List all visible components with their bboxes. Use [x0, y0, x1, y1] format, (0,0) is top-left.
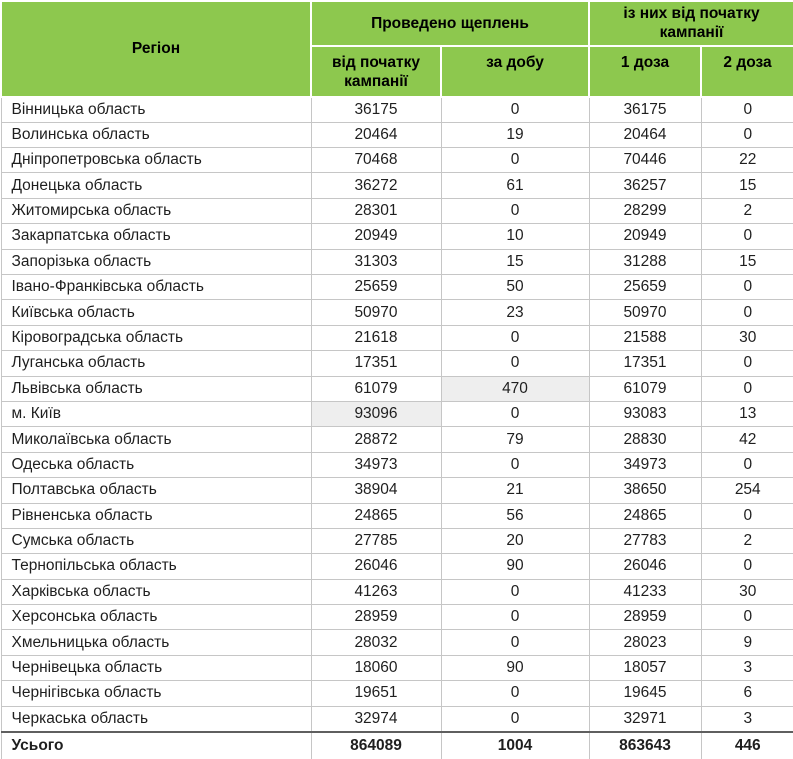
campaign-total-cell: 28032 — [311, 630, 441, 655]
table-row — [1, 528, 793, 553]
dose1-cell: 61079 — [589, 376, 701, 401]
header-col-dose2: 2 доза — [701, 46, 793, 97]
dose1-cell: 36175 — [589, 97, 701, 122]
region-cell: Луганська область — [1, 351, 311, 376]
dose1-cell: 27783 — [589, 528, 701, 553]
per-day-cell: 56 — [441, 503, 589, 528]
table-row — [1, 706, 793, 731]
table-row — [1, 97, 793, 122]
per-day-cell: 79 — [441, 427, 589, 452]
region-cell: Одеська область — [1, 452, 311, 477]
table-row — [1, 503, 793, 528]
campaign-total-cell: 28872 — [311, 427, 441, 452]
dose1-cell: 25659 — [589, 274, 701, 299]
campaign-total-cell: 24865 — [311, 503, 441, 528]
dose1-cell: 31288 — [589, 249, 701, 274]
campaign-total-cell: 36272 — [311, 173, 441, 198]
per-day-cell: 0 — [441, 681, 589, 706]
dose2-cell: 0 — [701, 274, 793, 299]
dose2-cell: 254 — [701, 478, 793, 503]
per-day-cell: 0 — [441, 325, 589, 350]
dose2-cell: 0 — [701, 122, 793, 147]
per-day-cell: 23 — [441, 300, 589, 325]
region-cell: Закарпатська область — [1, 224, 311, 249]
region-cell: Черкаська область — [1, 706, 311, 731]
dose1-cell: 32971 — [589, 706, 701, 731]
dose2-cell: 0 — [701, 376, 793, 401]
dose2-cell: 15 — [701, 249, 793, 274]
region-cell: Рівненська область — [1, 503, 311, 528]
table-row — [1, 148, 793, 173]
campaign-total-cell: 28959 — [311, 605, 441, 630]
campaign-total-cell: 50970 — [311, 300, 441, 325]
dose1-cell: 26046 — [589, 554, 701, 579]
table-body — [1, 97, 793, 732]
dose2-cell: 0 — [701, 224, 793, 249]
header-group-vaccinations: Проведено щеплень — [311, 1, 589, 46]
header-group-from-start: із них від початку кампанії — [589, 1, 793, 46]
campaign-total-cell: 31303 — [311, 249, 441, 274]
per-day-cell: 20 — [441, 528, 589, 553]
campaign-total-cell: 41263 — [311, 579, 441, 604]
per-day-cell: 10 — [441, 224, 589, 249]
region-cell: Вінницька область — [1, 97, 311, 122]
totals-dose2: 446 — [701, 732, 793, 759]
per-day-cell: 15 — [441, 249, 589, 274]
region-cell: Хмельницька область — [1, 630, 311, 655]
region-cell: Чернігівська область — [1, 681, 311, 706]
per-day-cell: 90 — [441, 554, 589, 579]
dose2-cell: 0 — [701, 605, 793, 630]
dose2-cell: 22 — [701, 148, 793, 173]
campaign-total-cell: 38904 — [311, 478, 441, 503]
dose1-cell: 28023 — [589, 630, 701, 655]
totals-campaign-total: 864089 — [311, 732, 441, 759]
header-region: Регіон — [1, 1, 311, 97]
campaign-total-cell: 25659 — [311, 274, 441, 299]
table-footer — [1, 732, 793, 759]
dose1-cell: 38650 — [589, 478, 701, 503]
table-row — [1, 605, 793, 630]
dose1-cell: 24865 — [589, 503, 701, 528]
per-day-cell: 0 — [441, 706, 589, 731]
dose1-cell: 34973 — [589, 452, 701, 477]
region-cell: Чернівецька область — [1, 655, 311, 680]
dose2-cell: 3 — [701, 706, 793, 731]
per-day-cell: 61 — [441, 173, 589, 198]
dose2-cell: 30 — [701, 325, 793, 350]
per-day-cell: 470 — [441, 376, 589, 401]
campaign-total-cell: 21618 — [311, 325, 441, 350]
dose1-cell: 19645 — [589, 681, 701, 706]
campaign-total-cell: 19651 — [311, 681, 441, 706]
table-row — [1, 249, 793, 274]
table-row — [1, 224, 793, 249]
table-row — [1, 173, 793, 198]
region-cell: Тернопільська область — [1, 554, 311, 579]
table-row — [1, 274, 793, 299]
table-row — [1, 478, 793, 503]
table-row — [1, 300, 793, 325]
region-cell: м. Київ — [1, 401, 311, 426]
dose2-cell: 0 — [701, 452, 793, 477]
dose1-cell: 18057 — [589, 655, 701, 680]
dose2-cell: 9 — [701, 630, 793, 655]
region-cell: Херсонська область — [1, 605, 311, 630]
per-day-cell: 21 — [441, 478, 589, 503]
dose1-cell: 41233 — [589, 579, 701, 604]
header-col-per-day: за добу — [441, 46, 589, 97]
dose2-cell: 0 — [701, 351, 793, 376]
table-header — [1, 1, 793, 97]
dose1-cell: 28299 — [589, 198, 701, 223]
region-cell: Миколаївська область — [1, 427, 311, 452]
region-cell: Запорізька область — [1, 249, 311, 274]
table-row — [1, 122, 793, 147]
dose2-cell: 42 — [701, 427, 793, 452]
table-row — [1, 401, 793, 426]
header-col-dose1: 1 доза — [589, 46, 701, 97]
campaign-total-cell: 20949 — [311, 224, 441, 249]
table-row — [1, 681, 793, 706]
per-day-cell: 50 — [441, 274, 589, 299]
per-day-cell: 0 — [441, 97, 589, 122]
dose2-cell: 15 — [701, 173, 793, 198]
dose1-cell: 28959 — [589, 605, 701, 630]
dose1-cell: 70446 — [589, 148, 701, 173]
per-day-cell: 0 — [441, 401, 589, 426]
campaign-total-cell: 28301 — [311, 198, 441, 223]
per-day-cell: 0 — [441, 148, 589, 173]
table-row — [1, 376, 793, 401]
totals-per-day: 1004 — [441, 732, 589, 759]
dose2-cell: 6 — [701, 681, 793, 706]
dose1-cell: 20949 — [589, 224, 701, 249]
table-row — [1, 427, 793, 452]
table-row — [1, 630, 793, 655]
dose2-cell: 0 — [701, 554, 793, 579]
dose2-cell: 13 — [701, 401, 793, 426]
region-cell: Волинська область — [1, 122, 311, 147]
campaign-total-cell: 20464 — [311, 122, 441, 147]
dose2-cell: 3 — [701, 655, 793, 680]
region-cell: Сумська область — [1, 528, 311, 553]
per-day-cell: 0 — [441, 579, 589, 604]
campaign-total-cell: 93096 — [311, 401, 441, 426]
table-row — [1, 325, 793, 350]
campaign-total-cell: 61079 — [311, 376, 441, 401]
dose1-cell: 28830 — [589, 427, 701, 452]
table-row — [1, 198, 793, 223]
dose2-cell: 0 — [701, 503, 793, 528]
campaign-total-cell: 36175 — [311, 97, 441, 122]
per-day-cell: 0 — [441, 351, 589, 376]
region-cell: Полтавська область — [1, 478, 311, 503]
per-day-cell: 0 — [441, 452, 589, 477]
table-row — [1, 655, 793, 680]
dose1-cell: 21588 — [589, 325, 701, 350]
region-cell: Івано-Франківська область — [1, 274, 311, 299]
region-cell: Київська область — [1, 300, 311, 325]
per-day-cell: 0 — [441, 198, 589, 223]
region-cell: Львівська область — [1, 376, 311, 401]
table-row — [1, 579, 793, 604]
campaign-total-cell: 34973 — [311, 452, 441, 477]
campaign-total-cell: 18060 — [311, 655, 441, 680]
region-cell: Кіровоградська область — [1, 325, 311, 350]
dose1-cell: 17351 — [589, 351, 701, 376]
dose1-cell: 50970 — [589, 300, 701, 325]
dose2-cell: 2 — [701, 198, 793, 223]
region-cell: Дніпропетровська область — [1, 148, 311, 173]
table-row — [1, 554, 793, 579]
dose1-cell: 36257 — [589, 173, 701, 198]
region-cell: Харківська область — [1, 579, 311, 604]
campaign-total-cell: 32974 — [311, 706, 441, 731]
per-day-cell: 90 — [441, 655, 589, 680]
dose1-cell: 20464 — [589, 122, 701, 147]
campaign-total-cell: 17351 — [311, 351, 441, 376]
header-col-campaign-total: від початку кампанії — [311, 46, 441, 97]
totals-dose1: 863643 — [589, 732, 701, 759]
totals-row — [1, 732, 793, 759]
dose2-cell: 30 — [701, 579, 793, 604]
region-cell: Житомирська область — [1, 198, 311, 223]
per-day-cell: 0 — [441, 605, 589, 630]
region-cell: Донецька область — [1, 173, 311, 198]
dose2-cell: 2 — [701, 528, 793, 553]
campaign-total-cell: 27785 — [311, 528, 441, 553]
per-day-cell: 0 — [441, 630, 589, 655]
dose2-cell: 0 — [701, 97, 793, 122]
campaign-total-cell: 70468 — [311, 148, 441, 173]
totals-label: Усього — [1, 732, 311, 759]
dose1-cell: 93083 — [589, 401, 701, 426]
campaign-total-cell: 26046 — [311, 554, 441, 579]
table-row — [1, 351, 793, 376]
dose2-cell: 0 — [701, 300, 793, 325]
per-day-cell: 19 — [441, 122, 589, 147]
table-row — [1, 452, 793, 477]
